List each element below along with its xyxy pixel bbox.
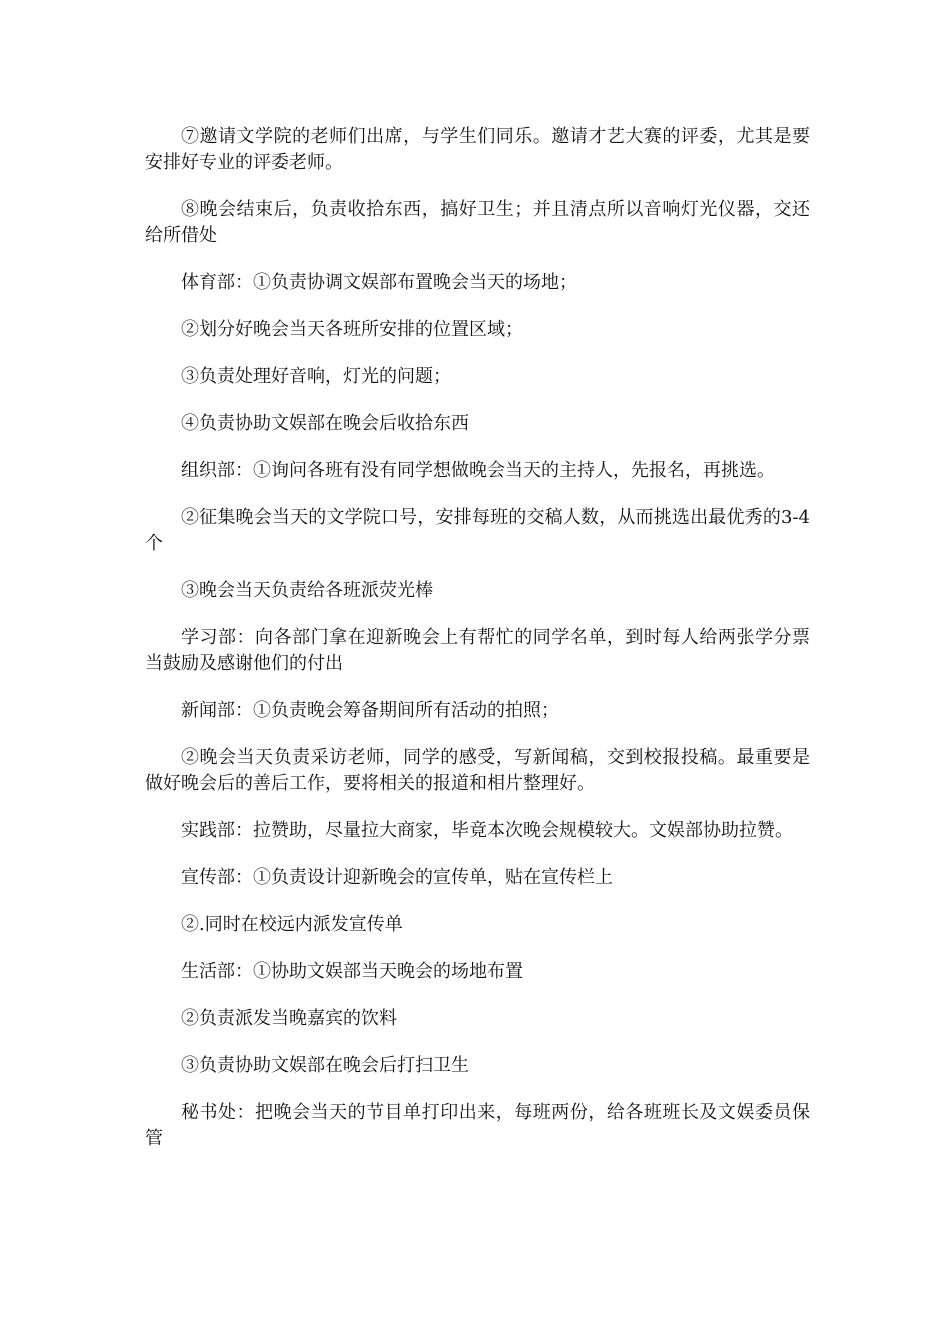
- paragraph-life-1: 生活部：①协助文娱部当天晚会的场地布置: [181, 961, 523, 982]
- paragraph-sports-2: ②划分好晚会当天各班所安排的位置区域；: [181, 319, 523, 340]
- paragraph-life-2: ②负责派发当晚嘉宾的饮料: [181, 1008, 397, 1029]
- paragraph-cleanup: ⑧晚会结束后，负责收拾东西，搞好卫生；并且清点所以音响灯光仪器，交还给所借处: [145, 199, 810, 246]
- paragraph-sports-3: ③负责处理好音响，灯光的问题；: [181, 366, 451, 387]
- paragraph-study: 学习部：向各部门拿在迎新晚会上有帮忙的同学名单，到时每人给两张学分票当鼓励及感谢他们的付出: [145, 627, 810, 674]
- paragraph-secretariat: 秘书处：把晚会当天的节目单打印出来，每班两份，给各班班长及文娱委员保管: [145, 1102, 810, 1149]
- paragraph-practice: 实践部：拉赞助，尽量拉大商家，毕竟本次晚会规模较大。文娱部协助拉赞。: [181, 820, 793, 841]
- paragraph-sports-1: 体育部：①负责协调文娱部布置晚会当天的场地；: [181, 272, 577, 293]
- paragraph-organization-1: 组织部：①询问各班有没有同学想做晚会当天的主持人，先报名，再挑选。: [181, 460, 775, 481]
- paragraph-news-2: ②晚会当天负责采访老师，同学的感受，写新闻稿，交到校报投稿。最重要是做好晚会后的善后工作，要将相关的报道和相片整理好。: [145, 747, 810, 794]
- paragraph-life-3: ③负责协助文娱部在晚会后打扫卫生: [181, 1055, 469, 1076]
- paragraph-news-1: 新闻部：①负责晚会筹备期间所有活动的拍照；: [181, 700, 559, 721]
- paragraph-organization-3: ③晚会当天负责给各班派荧光棒: [181, 580, 433, 601]
- paragraph-publicity-2: ②.同时在校远内派发宣传单: [181, 914, 403, 935]
- paragraph-sports-4: ④负责协助文娱部在晚会后收拾东西: [181, 413, 469, 434]
- document-body: [145, 124, 810, 1173]
- paragraph-invite-teachers: ⑦邀请文学院的老师们出席，与学生们同乐。邀请才艺大赛的评委，尤其是要安排好专业的评委老师。: [145, 126, 810, 173]
- paragraph-publicity-1: 宣传部：①负责设计迎新晚会的宣传单，贴在宣传栏上: [181, 867, 613, 888]
- paragraph-organization-2: ②征集晚会当天的文学院口号，安排每班的交稿人数，从而挑选出最优秀的3-4个: [145, 507, 810, 554]
